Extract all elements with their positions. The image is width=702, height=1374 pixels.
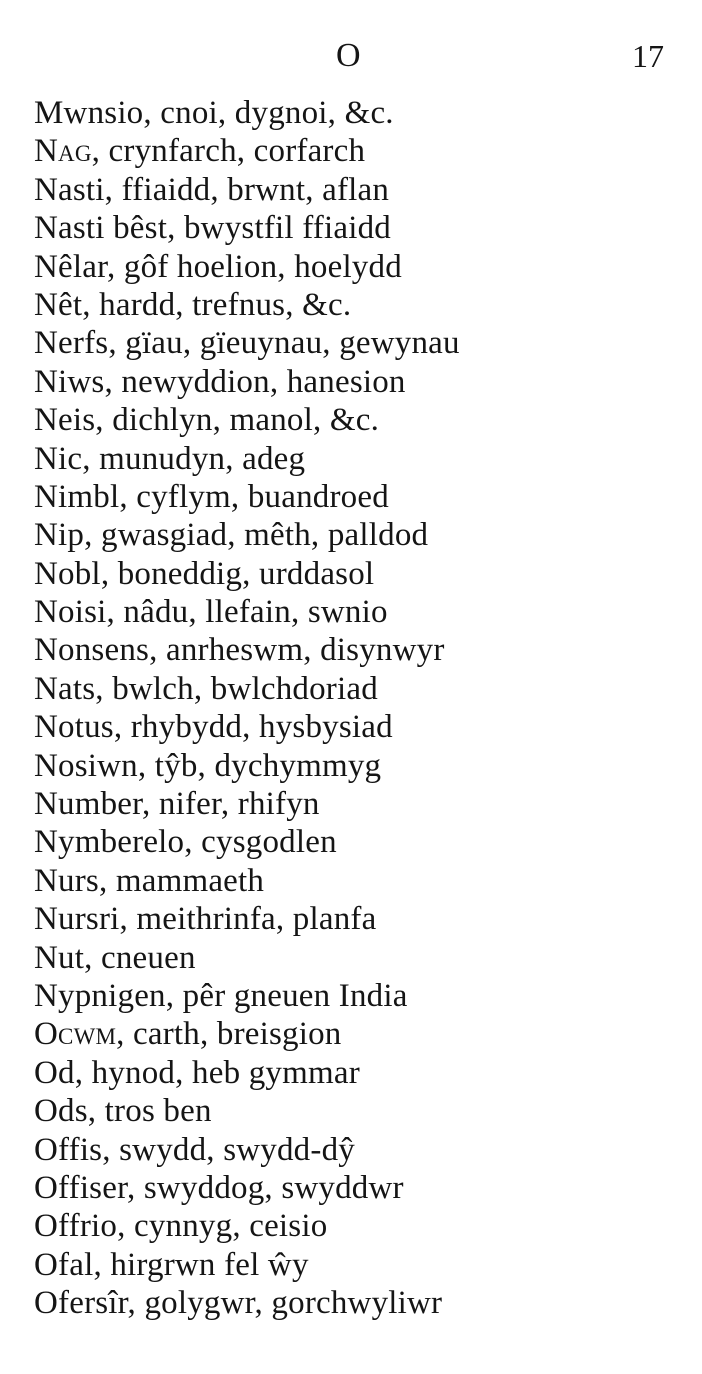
entry-definition: , bwystfil ffiaidd	[167, 210, 391, 247]
entry-headword: Offiser	[34, 1169, 127, 1206]
dictionary-entry	[34, 1284, 674, 1322]
entry-definition: , hynod, heb gymmar	[74, 1054, 360, 1091]
dictionary-entry	[34, 363, 674, 401]
dictionary-entry	[34, 708, 674, 746]
dictionary-entry	[34, 516, 674, 554]
dictionary-entry	[34, 401, 674, 439]
entry-definition: , cnoi, dygnoi, &c.	[143, 95, 394, 131]
entry-definition: , swyddog, swyddwr	[126, 1169, 404, 1206]
entry-definition: , anrheswm, disynwyr	[149, 632, 445, 669]
entry-definition: , hirgrwn fel ŵy	[93, 1246, 309, 1283]
entry-definition: , golygwr, gorchwyliwr	[127, 1285, 443, 1322]
dictionary-entry	[34, 939, 674, 977]
entry-headword: Nag	[34, 133, 92, 170]
entry-list	[34, 94, 674, 1323]
dictionary-entry	[34, 286, 674, 324]
dictionary-entry	[34, 785, 674, 823]
entry-definition: , ffiaidd, brwnt, aflan	[104, 171, 390, 208]
entry-headword: Ofal	[34, 1246, 94, 1283]
dictionary-entry	[34, 631, 674, 669]
dictionary-entry	[34, 1131, 674, 1169]
entry-headword: Nursri	[34, 901, 120, 938]
entry-headword: Nasti bêst	[34, 210, 168, 247]
entry-headword: Mwnsio	[34, 95, 144, 131]
dictionary-entry	[34, 1092, 674, 1130]
entry-headword: Nimbl	[34, 478, 120, 515]
entry-headword: Nêt	[34, 286, 83, 323]
entry-headword: Notus	[34, 709, 114, 746]
entry-headword: Od	[34, 1054, 75, 1091]
dictionary-entry	[34, 555, 674, 593]
dictionary-entry	[34, 324, 674, 362]
entry-definition: , boneddig, urddasol	[100, 555, 375, 592]
dictionary-entry	[34, 977, 674, 1015]
entry-headword: Noisi	[34, 594, 107, 631]
entry-headword: Nurs	[34, 862, 99, 899]
dictionary-entry	[34, 900, 674, 938]
entry-definition: , dichlyn, manol, &c.	[95, 402, 380, 439]
entry-headword: Nypnigen	[34, 977, 166, 1014]
entry-headword: Ods	[34, 1093, 88, 1130]
dictionary-entry	[34, 440, 674, 478]
entry-definition: , mammaeth	[98, 862, 265, 899]
entry-definition: , meithrinfa, planfa	[119, 901, 377, 938]
dictionary-entry	[34, 593, 674, 631]
entry-headword: Nonsens	[34, 632, 150, 669]
entry-headword: Niws	[34, 363, 105, 400]
entry-definition: , munudyn, adeg	[82, 440, 306, 477]
dictionary-entry	[34, 823, 674, 861]
entry-definition: , gïau, gïeuynau, gewynau	[108, 325, 460, 362]
entry-definition: , cysgodlen	[184, 824, 337, 861]
entry-definition: , nâdu, llefain, swnio	[106, 594, 388, 631]
entry-headword: Ofersîr	[34, 1285, 128, 1322]
entry-headword: Nut	[34, 939, 85, 976]
dictionary-entry	[34, 1169, 674, 1207]
entry-definition: , cyflym, buandroed	[119, 478, 389, 515]
dictionary-entry	[34, 1054, 674, 1092]
entry-definition: , carth, breisgion	[116, 1016, 342, 1053]
entry-definition: , swydd, swydd-dŷ	[102, 1131, 355, 1168]
entry-headword: Neis	[34, 402, 96, 439]
dictionary-entry	[34, 209, 674, 247]
entry-definition: , newyddion, hanesion	[104, 363, 406, 400]
entry-definition: , tŷb, dychymmyg	[137, 747, 382, 784]
entry-definition: , nifer, rhifyn	[142, 786, 320, 823]
dictionary-entry	[34, 1207, 674, 1245]
dictionary-entry	[34, 1246, 674, 1284]
dictionary-entry	[34, 94, 674, 132]
entry-headword: Nats	[34, 670, 96, 707]
section-letter: O	[336, 37, 361, 74]
entry-headword: Nerfs	[34, 325, 109, 362]
dictionary-entry	[34, 248, 674, 286]
entry-definition: , hardd, trefnus, &c.	[82, 286, 352, 323]
dictionary-entry	[34, 747, 674, 785]
entry-headword: Offrio	[34, 1208, 118, 1245]
entry-definition: , cneuen	[84, 939, 196, 976]
entry-definition: , gôf hoelion, hoelydd	[106, 248, 402, 285]
dictionary-entry	[34, 478, 674, 516]
dictionary-entry	[34, 132, 674, 170]
dictionary-entry	[34, 670, 674, 708]
entry-headword: Offis	[34, 1131, 103, 1168]
entry-headword: Nosiwn	[34, 747, 138, 784]
dictionary-entry	[34, 1015, 674, 1053]
entry-headword: Nic	[34, 440, 83, 477]
dictionary-entry	[34, 862, 674, 900]
dictionary-entry	[34, 171, 674, 209]
running-head	[0, 36, 702, 76]
entry-definition: , cynnyg, ceisio	[117, 1208, 328, 1245]
entry-headword: Nêlar	[34, 248, 107, 285]
entry-headword: Nasti	[34, 171, 105, 208]
entry-definition: , pêr gneuen India	[165, 977, 408, 1014]
entry-headword: Ocwm	[34, 1016, 117, 1053]
entry-definition: , bwlch, bwlchdoriad	[95, 670, 378, 707]
entry-definition: , tros ben	[87, 1093, 212, 1130]
entry-definition: , crynfarch, corfarch	[91, 133, 366, 170]
entry-definition: , gwasgiad, mêth, palldod	[84, 517, 429, 554]
entry-headword: Number	[34, 786, 143, 823]
page-number: 17	[632, 38, 664, 74]
entry-headword: Nobl	[34, 555, 101, 592]
entry-definition: , rhybydd, hysbysiad	[113, 709, 393, 746]
entry-headword: Nymberelo	[34, 824, 185, 861]
entry-headword: Nip	[34, 517, 85, 554]
